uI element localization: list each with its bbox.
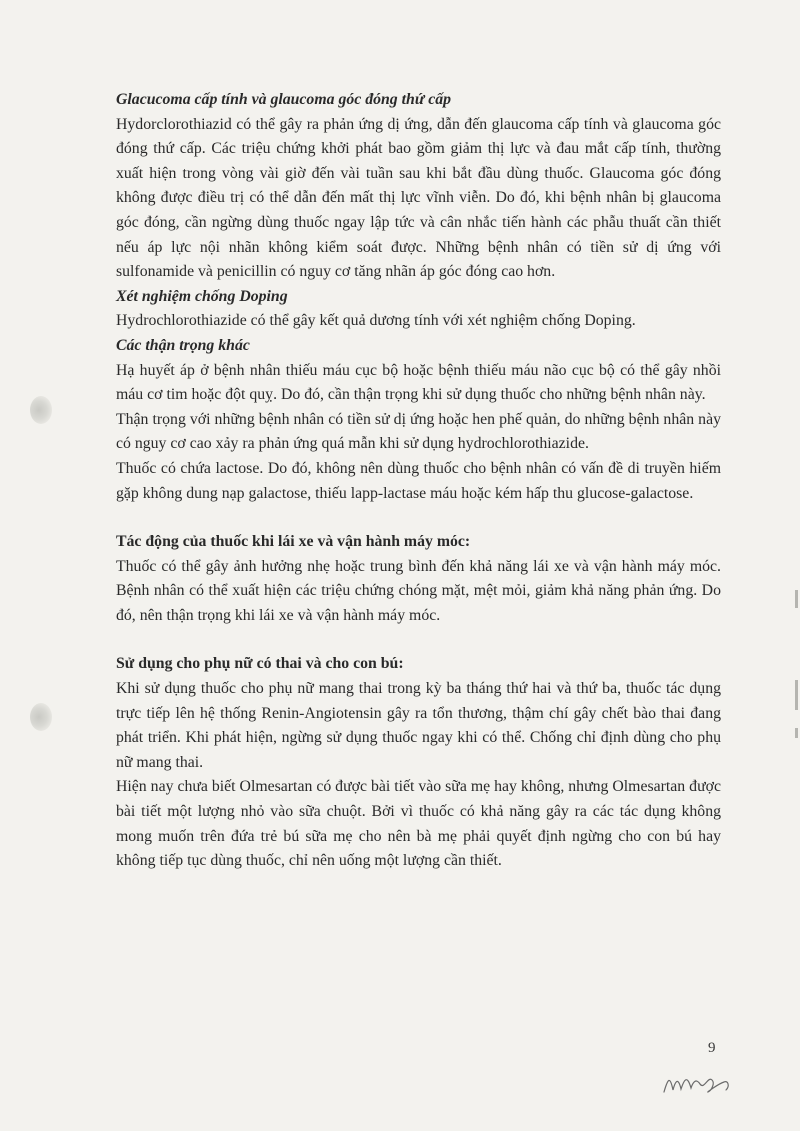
section-heading-pregnancy: Sử dụng cho phụ nữ có thai và cho con bú: [116,655,404,673]
punch-hole-mark [30,703,52,731]
paragraph-pregnancy: Khi sử dụng thuốc cho phụ nữ mang thai trong kỳ ba tháng thứ hai và thứ ba, thuốc tác dụng trực tiếp lên hệ thống Renin-Angiotensin gây ra tổn thương, thậm chí gây chết bào thai đang phát triển. Khi phát hiện, ngừng sử dụng thuốc ngay khi có thể. Chống chỉ định dùng cho phụ nữ mang thai. [116,680,721,771]
paragraph-doping: Hydrochlorothiazide có thể gây kết quả dương tính với xét nghiệm chống Doping. [116,312,636,330]
paragraph-glaucoma: Hydorclorothiazid có thể gây ra phản ứng dị ứng, dẫn đến glaucoma cấp tính và glaucoma góc đóng thứ cấp. Các triệu chứng khởi phát bao gồm giảm thị lực và đau mắt cấp tính, thường xuất hiện trong vòng vài giờ đến vài tuần sau khi bắt đầu dùng thuốc. Glaucoma góc đóng không được điều trị có thể dẫn đến mất thị lực vĩnh viễn. Do đó, khi bệnh nhân bị glaucoma góc đóng, cần ngừng dùng thuốc ngay lập tức và cân nhắc tiến hành các phẫu thuất cần thiết nếu áp lực nội nhãn không kiểm soát được. Những bệnh nhân có tiền sử dị ứng với sulfonamide và penicillin có nguy cơ tăng nhãn áp góc đóng cao hơn. [116,115,721,281]
punch-hole-mark [30,396,52,424]
scan-edge-mark [795,680,798,710]
scan-edge-mark [795,728,798,738]
paragraph-precautions-ischemia: Hạ huyết áp ở bệnh nhân thiếu máu cục bộ hoặc bệnh thiếu máu não cục bộ có thể gây nhồi máu cơ tim hoặc đột quỵ. Do đó, cần thận trọng khi sử dụng thuốc cho những bệnh nhân này. [116,361,721,404]
paragraph-precautions-lactose: Thuốc có chứa lactose. Do đó, không nên dùng thuốc cho bệnh nhân có vấn đề di truyền hiếm gặp không dung nạp galactose, thiếu lapp-lactase máu hoặc kém hấp thu glucose-galactose. [116,459,721,502]
page-number: 9 [708,1040,716,1056]
paragraph-precautions-allergy: Thận trọng với những bệnh nhân có tiền sử dị ứng hoặc hen phế quản, do những bệnh nhân này có nguy cơ cao xảy ra phản ứng quá mẫn khi sử dụng hydrochlorothiazide. [116,410,721,453]
section-heading-driving: Tác động của thuốc khi lái xe và vận hành máy móc: [116,533,471,551]
section-spacer [116,506,721,530]
section-heading-doping: Xét nghiệm chống Doping [116,287,288,305]
scan-edge-mark [795,590,798,608]
paragraph-driving: Thuốc có thể gây ảnh hưởng nhẹ hoặc trung bình đến khả năng lái xe và vận hành máy móc. Bệnh nhân có thể xuất hiện các triệu chứng chóng mặt, mệt mỏi, giảm khả năng phản ứng. Do đó, nên thận trọng khi lái xe và vận hành máy móc. [116,557,721,624]
section-heading-precautions: Các thận trọng khác [116,336,250,354]
section-heading-glaucoma: Glacucoma cấp tính và glaucoma góc đóng thứ cấp [116,91,452,108]
handwritten-initials [660,1062,740,1102]
document-body [116,88,721,874]
paragraph-breastfeeding: Hiện nay chưa biết Olmesartan có được bài tiết vào sữa mẹ hay không, nhưng Olmesartan được bài tiết một lượng nhỏ vào sữa chuột. Bởi vì thuốc có khả năng gây ra các tác dụng không mong muốn trên đứa trẻ bú sữa mẹ cho nên bà mẹ phải quyết định ngừng cho con bú hay không tiếp tục dùng thuốc, chỉ nên uống một lượng cần thiết. [116,778,721,870]
section-spacer [116,628,721,652]
